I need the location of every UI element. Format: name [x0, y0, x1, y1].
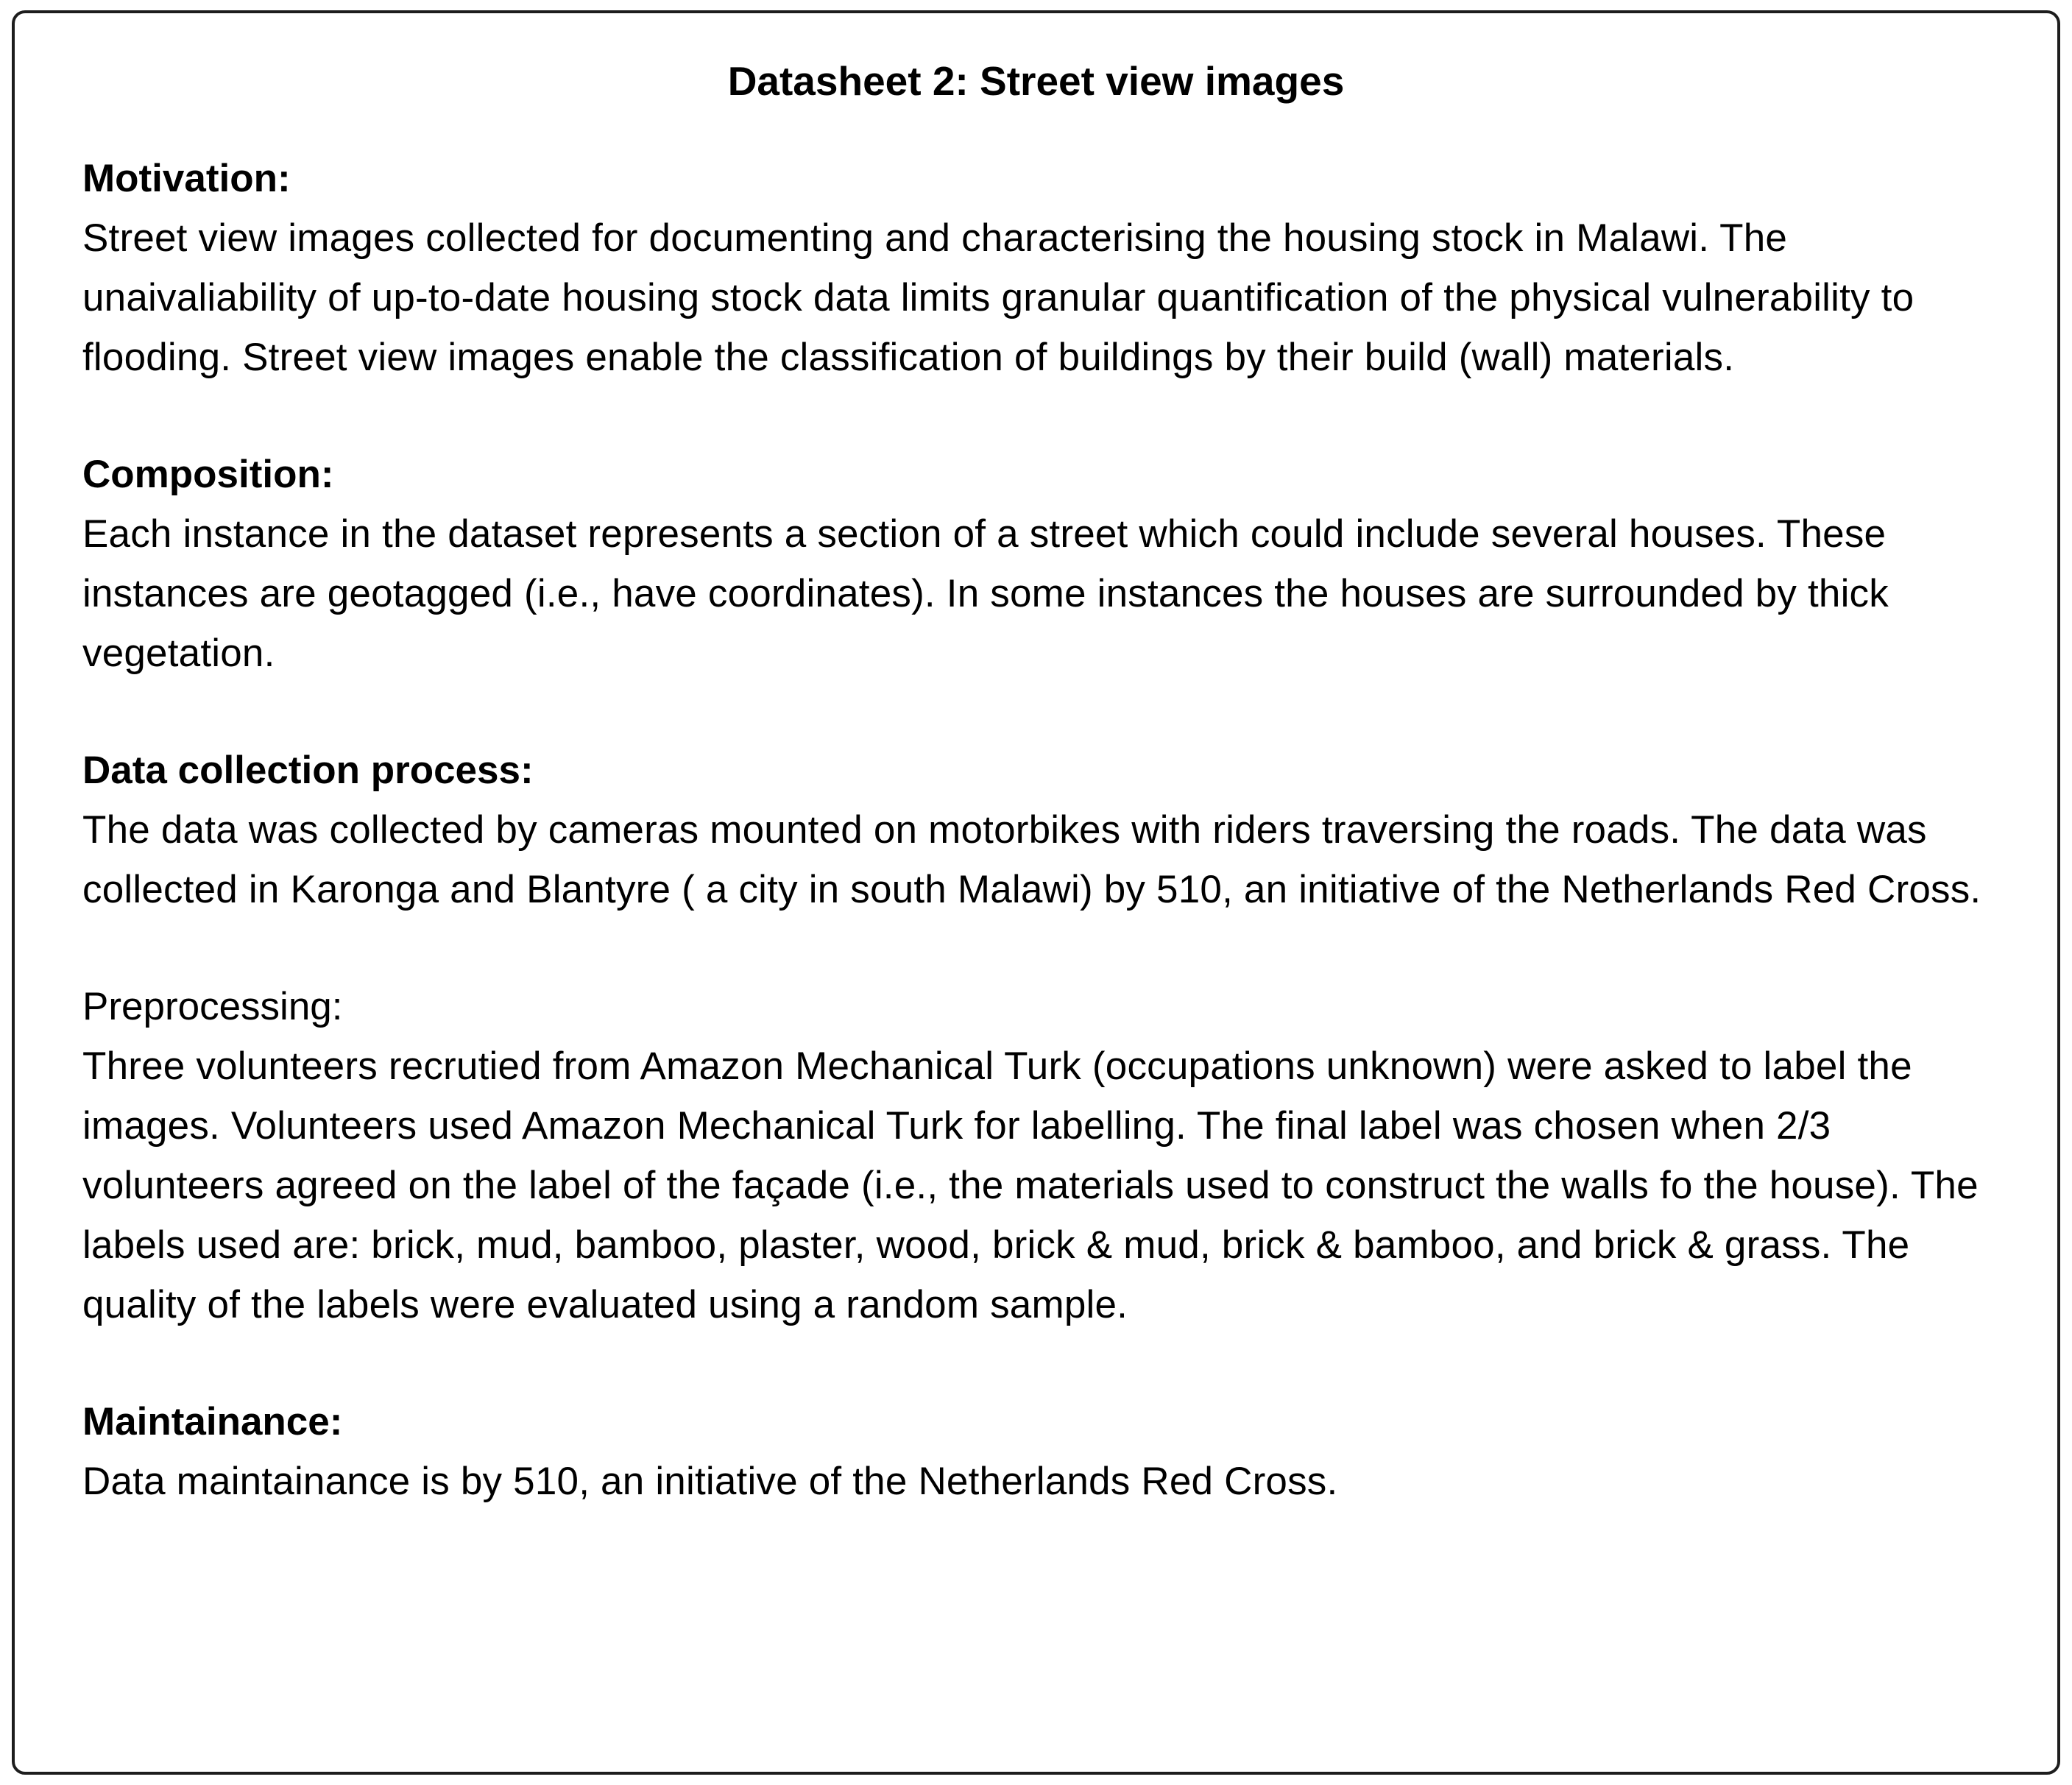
section-heading-maintainance: Maintainance:	[82, 1400, 343, 1443]
section-data-collection-process	[82, 740, 1990, 919]
section-heading-data-collection-process: Data collection process:	[82, 749, 534, 792]
datasheet-content	[15, 13, 2057, 1541]
section-maintainance	[82, 1392, 1990, 1511]
section-preprocessing	[82, 977, 1990, 1335]
section-composition	[82, 445, 1990, 683]
section-body-composition: Each instance in the dataset represents a section of a street which could include several houses. These instances are geotagged (i.e., have coordinates). In some instances the houses are surrounded by thick vegetation.	[82, 512, 1889, 675]
section-body-preprocessing: Three volunteers recrutied from Amazon Mechanical Turk (occupations unknown) were asked to label the images. Volunteers used Amazon Mechanical Turk for labelling. The final label was chosen when 2/3 volunteers agreed on the label of the façade (i.e., the materials used to construct the walls fo the house). The labels used are: brick, mud, bamboo, plaster, wood, brick & mud, brick & bamboo, and brick & grass. The quality of the labels were evaluated using a random sample.	[82, 1045, 1979, 1326]
section-body-data-collection-process: The data was collected by cameras mounted on motorbikes with riders traversing the roads. The data was collected in Karonga and Blantyre ( a city in south Malawi) by 510, an initiative of the Netherlands Red Cross.	[82, 808, 1981, 911]
section-heading-preprocessing: Preprocessing:	[82, 985, 343, 1028]
page-title: Datasheet 2: Street view images	[727, 58, 1345, 104]
datasheet-frame	[12, 10, 2060, 1775]
section-heading-motivation: Motivation:	[82, 157, 291, 200]
section-body-maintainance: Data maintainance is by 510, an initiative of the Netherlands Red Cross.	[82, 1460, 1338, 1503]
section-body-motivation: Street view images collected for documenting and characterising the housing stock in Malawi. The unaivaliability of up-to-date housing stock data limits granular quantification of the physical vulnerability to flooding. Street view images enable the classification of buildings by their build (wall) materials.	[82, 216, 1914, 379]
section-heading-composition: Composition:	[82, 453, 334, 496]
section-motivation	[82, 149, 1990, 387]
